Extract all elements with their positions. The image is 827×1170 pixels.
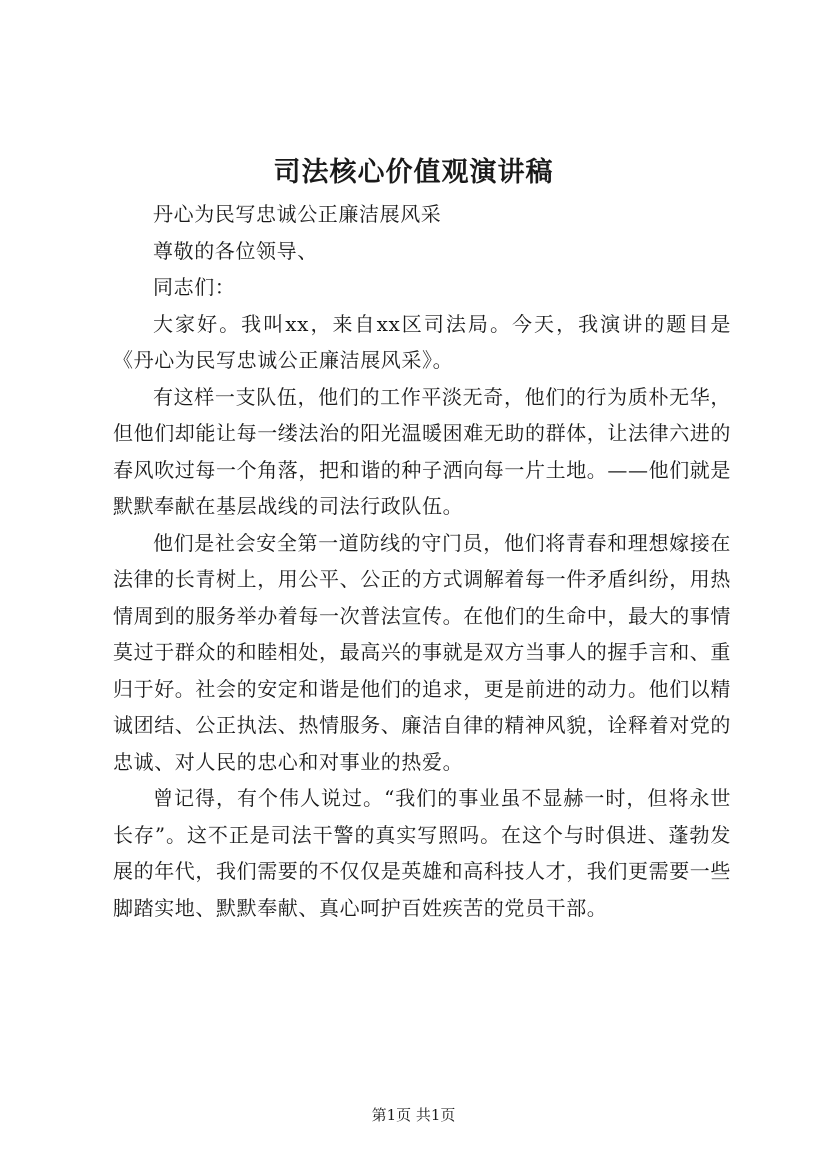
salutation-paragraph: 同志们： <box>153 275 236 299</box>
page-number-footer: 第1页 共1页 <box>371 1106 456 1124</box>
body-paragraph: 他们是社会安全第一道防线的守门员，他们将青春和理想嫁接在法律的长青树上，用公平、公正的方式调解着每一件矛盾纠纷，用热情周到的服务举办着每一次普法宣传。在他们的生命中，最大的事情莫过于群众的和睦相处，最高兴的事就是双方当事人的握手言和、重归于好。社会的安定和谐是他们的追求，更是前进的动力。他们以精诚团结、公正执法、热情服务、廉洁自律的精神风貌，诠释着对党的忠诚、对人民的忠心和对事业的热爱。 <box>113 530 731 774</box>
document-body <box>113 196 731 926</box>
salutation-paragraph: 尊敬的各位领导、 <box>153 238 318 263</box>
body-paragraph: 曾记得，有个伟人说过。“我们的事业虽不显赫一时，但将永世长存”。这不正是司法干警的真实写照吗。在这个与时俱进、蓬勃发展的年代，我们需要的不仅仅是英雄和高科技人才，我们更需要一些脚踏实地、默默奉献、真心呵护百姓疾苦的党员干部。 <box>113 786 731 920</box>
body-paragraph: 有这样一支队伍，他们的工作平淡无奇，他们的行为质朴无华，但他们却能让每一缕法治的阳光温暖困难无助的群体，让法律六进的春风吹过每一个角落，把和谐的种子洒向每一片土地。——他们就是默默奉献在基层战线的司法行政队伍。 <box>113 384 731 518</box>
subtitle-paragraph: 丹心为民写忠诚公正廉洁展风采 <box>153 202 442 226</box>
document-title: 司法核心价值观演讲稿 <box>273 157 554 188</box>
body-paragraph: 大家好。我叫xx，来自xx区司法局。今天，我演讲的题目是《丹心为民写忠诚公正廉洁展风采》。 <box>113 311 731 372</box>
